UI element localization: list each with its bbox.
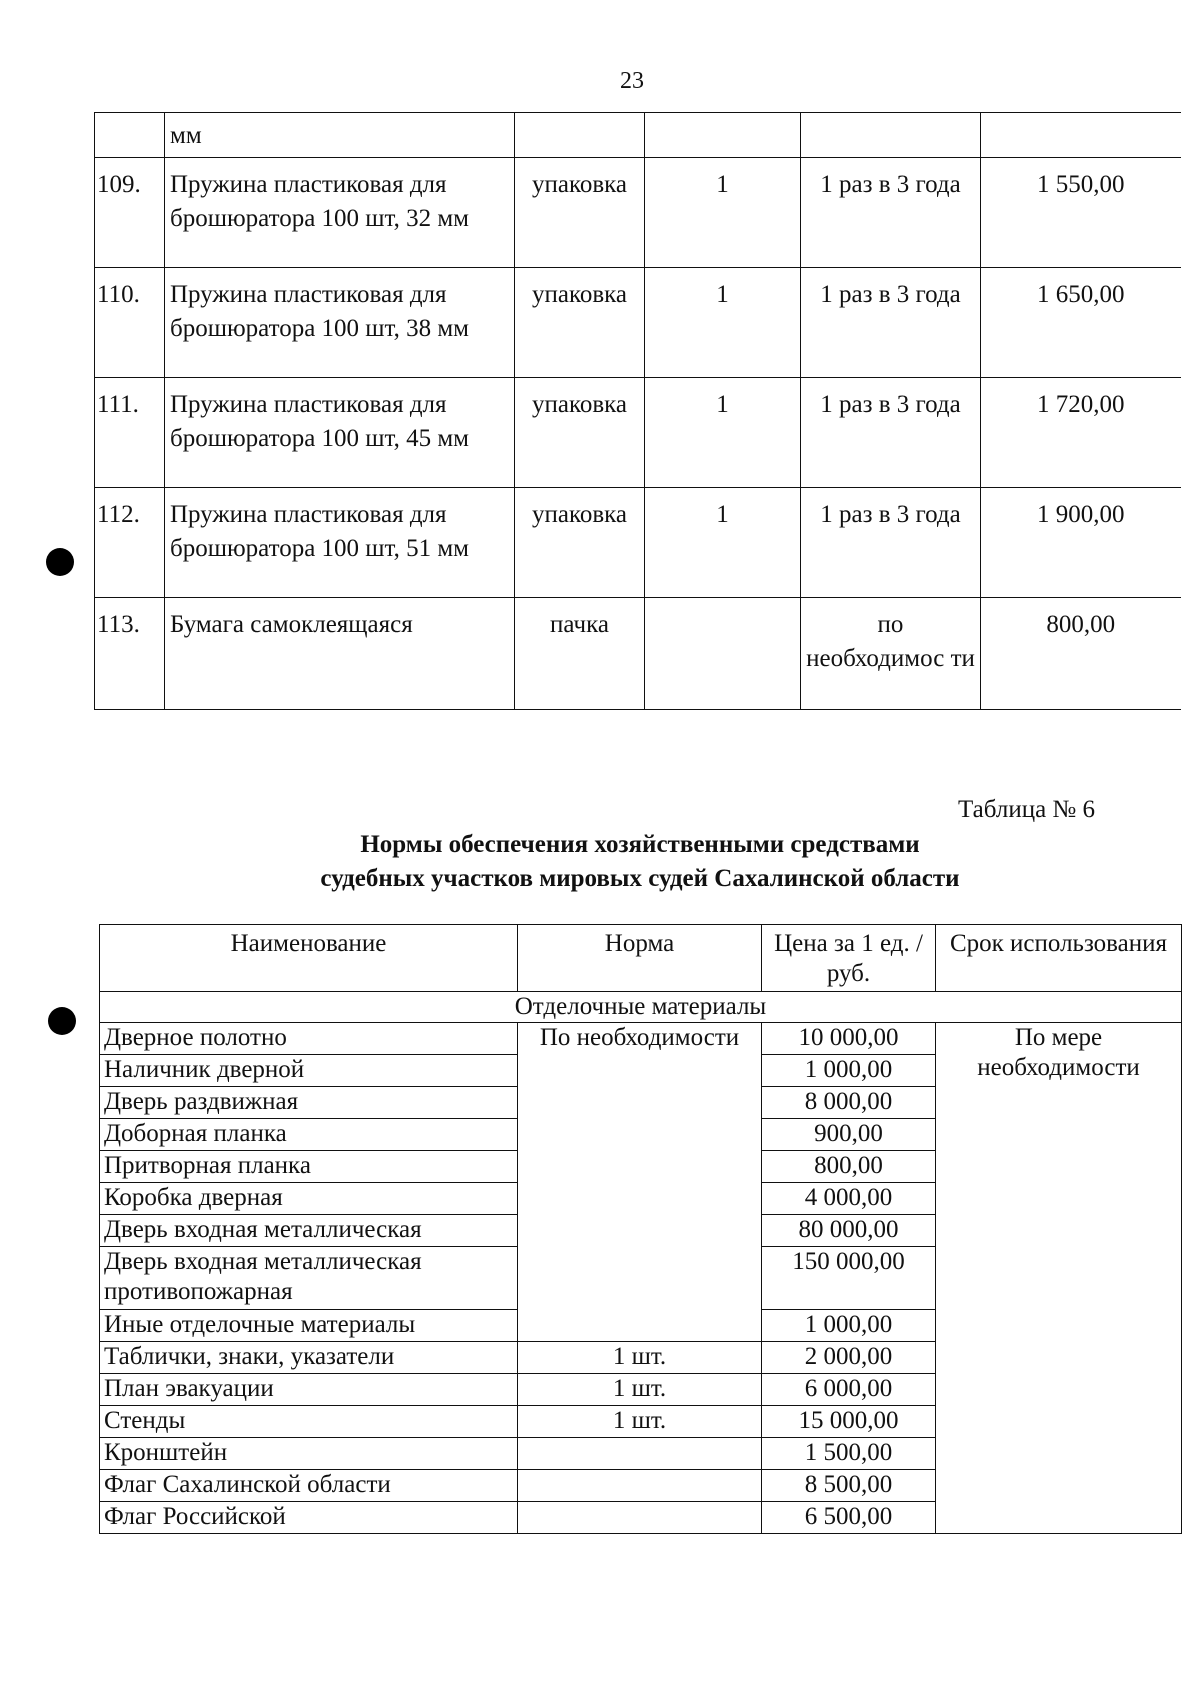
table-header-row (100, 925, 1182, 992)
item-period: 1 раз в 3 года (801, 488, 981, 598)
table-row (95, 268, 1181, 378)
item-name: Таблички, знаки, указатели (100, 1342, 518, 1374)
item-name: Кронштейн (100, 1438, 518, 1470)
item-name: Пружина пластиковая для брошюратора 100 шт, 51 мм (165, 488, 515, 598)
row-number: 111. (95, 378, 165, 488)
item-period: 1 раз в 3 года (801, 158, 981, 268)
item-price: 150 000,00 (762, 1247, 936, 1310)
item-name: Дверь входная металлическая (100, 1215, 518, 1247)
item-period: 1 раз в 3 года (801, 378, 981, 488)
section-row (100, 992, 1182, 1023)
item-price: 1 900,00 (981, 488, 1181, 598)
item-unit: пачка (515, 598, 645, 710)
item-norm (518, 1470, 762, 1502)
table-row (100, 1023, 1182, 1055)
row-number: 113. (95, 598, 165, 710)
item-quantity: 1 (645, 158, 801, 268)
item-name: Пружина пластиковая для брошюратора 100 шт, 45 мм (165, 378, 515, 488)
supplies-table-continuation (94, 112, 1181, 710)
item-price: 800,00 (762, 1151, 936, 1183)
item-norm (518, 1438, 762, 1470)
item-name: Стенды (100, 1406, 518, 1438)
table-row (95, 113, 1181, 158)
item-price: 1 720,00 (981, 378, 1181, 488)
item-price: 900,00 (762, 1119, 936, 1151)
item-name: План эвакуации (100, 1374, 518, 1406)
item-unit: упаковка (515, 268, 645, 378)
item-price: 1 650,00 (981, 268, 1181, 378)
item-norm: 1 шт. (518, 1374, 762, 1406)
item-unit: упаковка (515, 488, 645, 598)
table-row (95, 598, 1181, 710)
norm-merged: По необходимости (518, 1023, 762, 1342)
item-price: 1 500,00 (762, 1438, 936, 1470)
item-name: Дверь входная металлическая противопожарная (100, 1247, 518, 1310)
item-name: Бумага самоклеящаяся (165, 598, 515, 710)
row-number: 109. (95, 158, 165, 268)
item-norm (518, 1502, 762, 1534)
item-price: 800,00 (981, 598, 1181, 710)
item-quantity: 1 (645, 378, 801, 488)
household-table-body (100, 925, 1182, 1534)
household-supplies-table (99, 924, 1182, 1534)
item-price: 2 000,00 (762, 1342, 936, 1374)
header-name: Наименование (100, 925, 518, 992)
item-unit: упаковка (515, 158, 645, 268)
item-period: по необходимос ти (801, 598, 981, 710)
item-price (981, 113, 1181, 158)
row-number (95, 113, 165, 158)
item-price: 80 000,00 (762, 1215, 936, 1247)
supplies-table-body (95, 113, 1181, 710)
table-title-line-2: судебных участков мировых судей Сахалинской области (320, 865, 960, 892)
header-norm: Норма (518, 925, 762, 992)
item-name: Дверное полотно (100, 1023, 518, 1055)
item-quantity: 1 (645, 488, 801, 598)
item-quantity (645, 113, 801, 158)
table-row (95, 158, 1181, 268)
item-price: 1 000,00 (762, 1055, 936, 1087)
item-name: Дверь раздвижная (100, 1087, 518, 1119)
item-norm: 1 шт. (518, 1406, 762, 1438)
table-row (95, 488, 1181, 598)
section-title: Отделочные материалы (100, 992, 1182, 1023)
item-quantity: 1 (645, 268, 801, 378)
item-name: Наличник дверной (100, 1055, 518, 1087)
item-name: Флаг Российской (100, 1502, 518, 1534)
item-price: 6 500,00 (762, 1502, 936, 1534)
term-merged: По мере необходимости (936, 1023, 1182, 1534)
item-name: мм (165, 113, 515, 158)
header-price: Цена за 1 ед. / руб. (762, 925, 936, 992)
page-number: 23 (620, 68, 644, 94)
table-label: Таблица № 6 (958, 796, 1096, 823)
row-number: 110. (95, 268, 165, 378)
item-price: 8 500,00 (762, 1470, 936, 1502)
item-name: Пружина пластиковая для брошюратора 100 шт, 38 мм (165, 268, 515, 378)
item-name: Доборная планка (100, 1119, 518, 1151)
item-name: Притворная планка (100, 1151, 518, 1183)
item-price: 8 000,00 (762, 1087, 936, 1119)
header-term: Срок использования (936, 925, 1182, 992)
item-unit: упаковка (515, 378, 645, 488)
punch-hole-mark (46, 548, 74, 576)
item-price: 1 550,00 (981, 158, 1181, 268)
table-row (95, 378, 1181, 488)
item-unit (515, 113, 645, 158)
table-title-line-1: Нормы обеспечения хозяйственными средствами (360, 831, 920, 858)
row-number: 112. (95, 488, 165, 598)
table-title (160, 828, 1120, 896)
item-period: 1 раз в 3 года (801, 268, 981, 378)
item-name: Флаг Сахалинской области (100, 1470, 518, 1502)
item-price: 15 000,00 (762, 1406, 936, 1438)
punch-hole-mark (48, 1007, 76, 1035)
item-price: 6 000,00 (762, 1374, 936, 1406)
item-quantity (645, 598, 801, 710)
item-name: Пружина пластиковая для брошюратора 100 шт, 32 мм (165, 158, 515, 268)
item-norm: 1 шт. (518, 1342, 762, 1374)
item-price: 4 000,00 (762, 1183, 936, 1215)
item-name: Коробка дверная (100, 1183, 518, 1215)
item-price: 10 000,00 (762, 1023, 936, 1055)
item-period (801, 113, 981, 158)
item-price: 1 000,00 (762, 1310, 936, 1342)
item-name: Иные отделочные материалы (100, 1310, 518, 1342)
